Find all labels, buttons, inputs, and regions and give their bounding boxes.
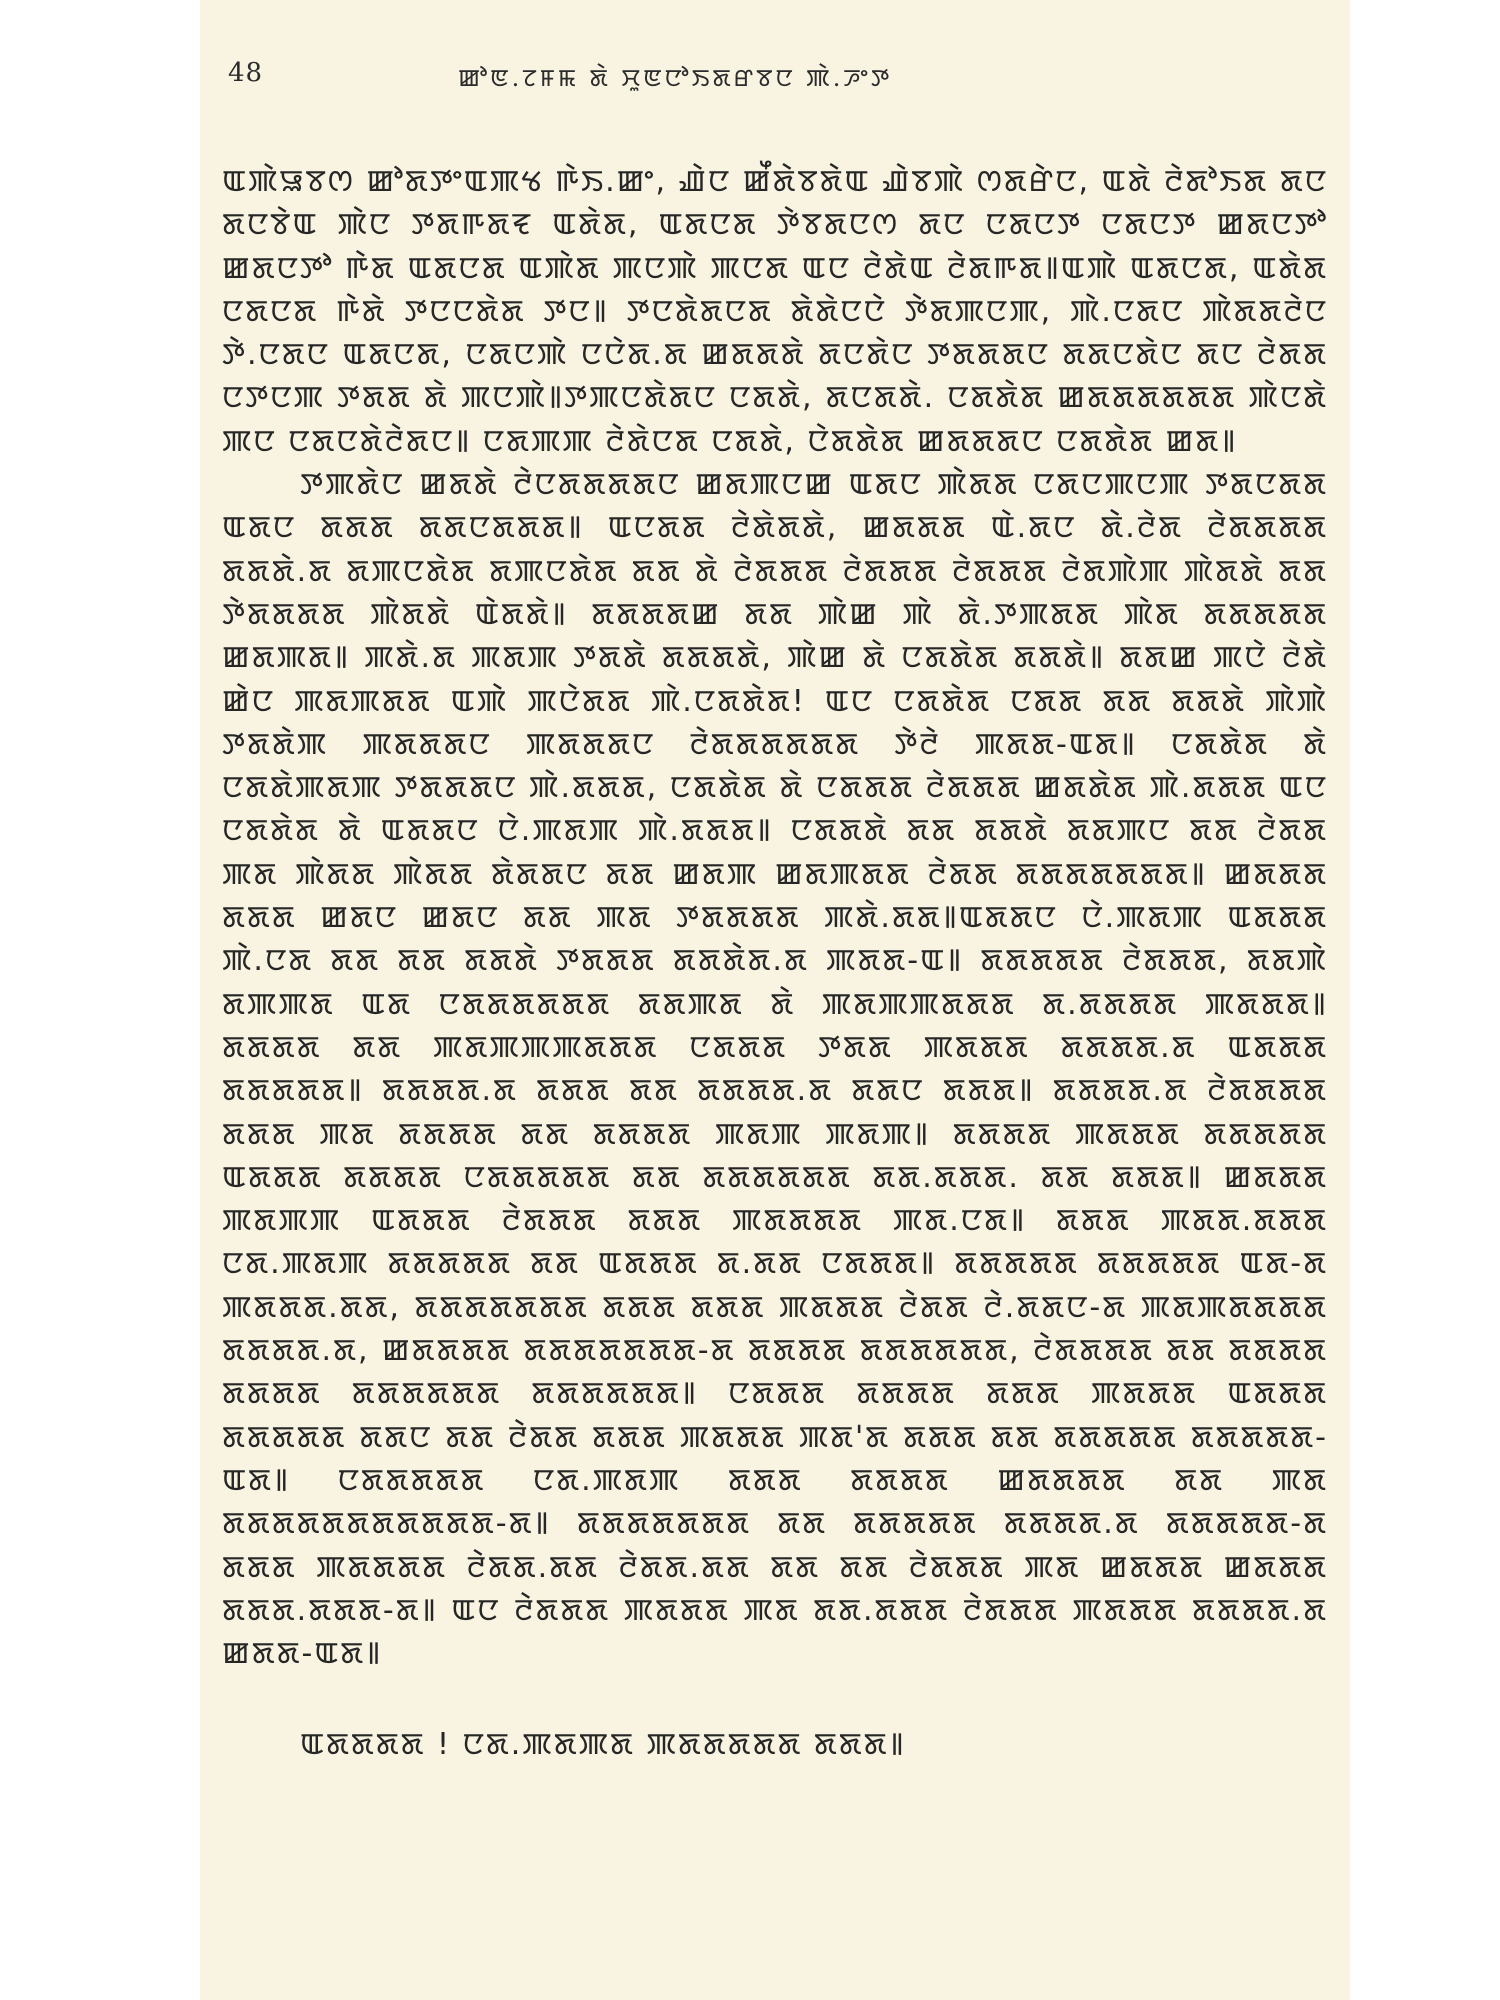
book-page [200, 0, 1350, 2000]
running-head: ꯀꯣꯟ.ꯖꯝꯃ ꯗꯥ ꯆꯨꯟꯅꯣꯏꯗꯔꯕꯅ ꯄꯥ.ꯍꯦꯇ [458, 64, 893, 92]
page-number: 48 [228, 58, 264, 88]
paragraph-2: ꯇꯄꯗꯥꯅ ꯀꯗꯗꯥ ꯂꯥꯅꯗꯗꯗꯗꯅ ꯀꯗꯄꯅꯀ ꯑꯗꯅ ꯄꯥꯗꯗ ꯅꯗꯅꯄꯅꯄ ꯇꯗꯅꯗꯗ ꯑꯗꯅ ꯗꯗꯗ ꯗꯗꯅꯗꯗꯗ꯫ ꯑꯅꯗꯗ ꯂꯥꯗꯥꯗꯗꯥ, ꯀꯗꯗꯗ ꯑꯥ.ꯗꯅ ꯗꯥꯥ.ꯂꯥꯗ ꯂꯥꯗꯗꯗꯗ ꯗꯗꯗꯥ.ꯗ ꯗꯄꯅꯗꯥꯗ ꯗꯄꯅꯗꯥꯗ ꯗꯗ ꯗꯥ ꯂꯥꯗꯗꯗ ꯂꯥꯗꯗꯗ ꯂꯥꯗꯗꯗ ꯂꯥꯗꯄꯥꯄ ꯄꯥꯗꯗꯥ ꯗꯗ ꯇꯥꯗꯗꯗꯗ ꯄꯥꯗꯗꯥ ꯑꯥꯗꯗꯥ꯫ ꯗꯗꯗꯗꯀ ꯗꯗ ꯄꯥꯀ ꯄꯥ ꯗꯥ.ꯇꯄꯗꯗ ꯄꯥꯗ ꯗꯗꯗꯗꯗ ꯀꯗꯄꯗ꯫ ꯄꯗꯥ.ꯗ ꯄꯗꯄ ꯇꯗꯗꯥ ꯗꯗꯗꯗꯥ, ꯄꯥꯀ ꯗꯥ ꯅꯗꯗꯥꯗ ꯗꯗꯗꯥ꯫ ꯗꯗꯀ ꯄꯅꯥ ꯂꯥꯗꯥ ꯀꯥꯅ ꯄꯗꯄꯗꯗ ꯑꯄꯥ ꯄꯅꯥꯗꯗ ꯄꯥ.ꯅꯗꯗꯥꯗ! ꯑꯅ ꯅꯗꯗꯥꯗ ꯅꯗꯗ ꯗꯗ ꯗꯗꯗꯥ ꯄꯥꯄꯥ ꯇꯗꯗꯥꯄ ꯄꯗꯗꯗꯅ ꯄꯗꯗꯗꯅ ꯂꯥꯗꯗꯗꯗꯗꯗ ꯇꯥꯂꯥ ꯄꯗꯗ-ꯑꯗ꯫ ꯅꯗꯗꯥꯗ ꯗꯥ ꯅꯗꯗꯥꯄꯗꯄ ꯇꯗꯗꯗꯅ ꯄꯥ.ꯗꯗꯗ, ꯅꯗꯗꯥꯗ ꯗꯥ ꯅꯗꯗꯗ ꯂꯥꯗꯗꯗ ꯀꯗꯗꯥꯗ ꯄꯥ.ꯗꯗꯗ ꯑꯅ ꯅꯗꯗꯥꯗ ꯗꯥ ꯑꯗꯗꯅ ꯅꯥ.ꯄꯗꯄ ꯄꯥ.ꯗꯗꯗ꯫ ꯅꯗꯗꯗꯥ ꯗꯗ ꯗꯗꯗꯥ ꯗꯗꯄꯅ ꯗꯗ ꯂꯥꯗꯗ ꯄꯗ ꯄꯥꯗꯗ ꯄꯥꯗꯗ ꯗꯥꯗꯗꯅ ꯗꯗ ꯀꯗꯄ ꯀꯗꯄꯗꯗ ꯂꯥꯗꯗ ꯗꯗꯗꯗꯗꯗꯗ꯫ ꯀꯗꯗꯗ ꯗꯗꯗ ꯀꯗꯅ ꯀꯗꯅ ꯗꯗ ꯄꯗ ꯇꯗꯗꯗꯗ ꯄꯗꯥ.ꯗꯗ꯫ꯑꯗꯗꯅ ꯅꯥ.ꯄꯗꯄ ꯑꯗꯗꯗ ꯄꯥ.ꯅꯗ ꯗꯗ ꯗꯗ ꯗꯗꯗꯥ ꯇꯗꯗꯗ ꯗꯗꯗꯥꯗ.ꯗ ꯄꯗꯗ-ꯑ꯫ ꯗꯗꯗꯗꯗ ꯂꯥꯗꯗꯗ, ꯗꯗꯄꯥ ꯗꯄꯄꯗ ꯑꯗ ꯅꯗꯗꯗꯗꯗꯗ ꯗꯗꯄꯗ ꯗꯥ ꯄꯗꯄꯄꯗꯗꯗ ꯗ.ꯗꯗꯗꯗ ꯄꯗꯗꯗ꯫ ꯗꯗꯗꯗ ꯗꯗ ꯄꯗꯄꯄꯄꯗꯗꯗ ꯅꯗꯗꯗ ꯇꯗꯗ ꯄꯗꯗꯗ ꯗꯗꯗꯗ.ꯗ ꯑꯗꯗꯗ ꯗꯗꯗꯗꯗ꯫ ꯗꯗꯗꯗ.ꯗ ꯗꯗꯗ ꯗꯗ ꯗꯗꯗꯗ.ꯗ ꯗꯗꯅ ꯗꯗꯗ꯫ ꯗꯗꯗꯗ.ꯗ ꯂꯥꯗꯗꯗꯗ ꯗꯗꯗ ꯄꯗ ꯗꯗꯗꯗ ꯗꯗ ꯗꯗꯗꯗ ꯄꯗꯄ ꯄꯗꯄ꯫ ꯗꯗꯗꯗ ꯄꯗꯗꯗ ꯗꯗꯗꯗꯗ ꯑꯗꯗꯗ ꯗꯗꯗꯗ ꯅꯗꯗꯗꯗꯗ ꯗꯗ ꯗꯗꯗꯗꯗꯗ ꯗꯗ.ꯗꯗꯗ. ꯗꯗ ꯗꯗꯗ꯫ ꯀꯗꯗꯗ ꯄꯗꯄꯄ ꯑꯗꯗꯗ ꯂꯥꯗꯗꯗ ꯗꯗꯗ ꯄꯗꯗꯗꯗ ꯄꯗ.ꯅꯗ꯫ ꯗꯗꯗ ꯄꯗꯗ.ꯗꯗꯗ ꯅꯗ.ꯄꯗꯄ ꯗꯗꯗꯗꯗ ꯗꯗ ꯑꯗꯗꯗ ꯗ.ꯗꯗ ꯅꯗꯗꯗ꯫ ꯗꯗꯗꯗꯗ ꯗꯗꯗꯗꯗ ꯑꯗ-ꯗ ꯄꯗꯗꯗ.ꯗꯗ, ꯗꯗꯗꯗꯗꯗꯗ ꯗꯗꯗ ꯗꯗꯗ ꯄꯗꯗꯗ ꯂꯥꯗꯗ ꯂꯥ.ꯗꯗꯅ-ꯗ ꯄꯗꯄꯗꯗꯗꯗ ꯗꯗꯗꯗ.ꯗ, ꯀꯗꯗꯗꯗ ꯗꯗꯗꯗꯗꯗꯗ-ꯗ ꯗꯗꯗꯗ ꯗꯗꯗꯗꯗꯗ, ꯂꯥꯗꯗꯗꯗ ꯗꯗ ꯗꯗꯗꯗ ꯗꯗꯗꯗ ꯗꯗꯗꯗꯗꯗ ꯗꯗꯗꯗꯗꯗ꯫ ꯅꯗꯗꯗ ꯗꯗꯗꯗ ꯗꯗꯗ ꯄꯗꯗꯗ ꯑꯗꯗꯗ ꯗꯗꯗꯗꯗ ꯗꯗꯅ ꯗꯗ ꯂꯥꯗꯗ ꯗꯗꯗ ꯄꯗꯗꯗ ꯄꯗ'ꯗ ꯗꯗꯗ ꯗꯗ ꯗꯗꯗꯗꯗ ꯗꯗꯗꯗꯗ-ꯑꯗ꯫ ꯅꯗꯗꯗꯗꯗ ꯅꯗ.ꯄꯗꯄ ꯗꯗꯗ ꯗꯗꯗꯗ ꯀꯗꯗꯗꯗ ꯗꯗ ꯄꯗ ꯗꯗꯗꯗꯗꯗꯗꯗꯗꯗꯗ-ꯗ꯫ ꯗꯗꯗꯗꯗꯗꯗ ꯗꯗ ꯗꯗꯗꯗꯗ ꯗꯗꯗꯗ.ꯗ ꯗꯗꯗꯗꯗ-ꯗ ꯗꯗꯗ ꯄꯗꯗꯗꯗ ꯂꯥꯗꯗ.ꯗꯗ ꯂꯥꯗꯗ.ꯗꯗ ꯗꯗ ꯗꯗ ꯂꯥꯗꯗꯗ ꯄꯗ ꯀꯗꯗꯗ ꯀꯗꯗꯗ ꯗꯗꯗ.ꯗꯗꯗ-ꯗ꯫ ꯑꯅ ꯂꯥꯗꯗꯗ ꯄꯗꯗꯗ ꯄꯗ ꯗꯗ.ꯗꯗꯗ ꯂꯥꯗꯗꯗ ꯄꯗꯗꯗ ꯗꯗꯗꯗ.ꯗ ꯀꯗꯗ-ꯑꯗ꯫ [222, 467, 1328, 1672]
body-text [222, 160, 1328, 1767]
paragraph-3: ꯑꯗꯗꯗꯗ ! ꯅꯗ.ꯄꯗꯄꯗ ꯄꯗꯗꯗꯗꯗ ꯗꯗꯗ꯫ [300, 1727, 906, 1763]
page-header [228, 58, 1322, 98]
paragraph-1: ꯑꯄꯥꯎꯕꯁ ꯀꯣꯗꯇꯦꯑꯄꯠ ꯒꯥꯏ.ꯀꯦ, ꯉꯥꯅ ꯀꯩꯗꯥꯕꯗꯥꯑ ꯉꯥꯕꯄꯥ ꯁꯗꯔꯥꯅ, ꯑꯗꯥ ꯂꯥꯗꯣꯏꯗ ꯗꯅ ꯗꯅꯕꯥꯑ ꯄꯥꯅ ꯇꯗꯒꯗꯓ ꯑꯗꯥꯗ, ꯑꯗꯅꯗ ꯇꯥꯕꯗꯅꯁ ꯗꯅ ꯅꯗꯅꯇ ꯅꯗꯅꯇ ꯀꯗꯅꯇꯣ ꯀꯗꯅꯇꯣ ꯒꯥꯗ ꯑꯗꯅꯗ ꯑꯄꯥꯗ ꯄꯅꯄꯥ ꯄꯅꯗ ꯑꯅ ꯂꯥꯗꯥꯑ ꯂꯥꯗꯒꯗ꯫ꯑꯄꯥ ꯑꯗꯅꯗ, ꯑꯗꯥꯗ ꯅꯗꯅꯗ ꯒꯥꯗꯥ ꯇꯅꯅꯗꯥꯗ ꯇꯅ꯫ ꯇꯅꯗꯥꯗꯅꯗ ꯗꯥꯗꯥꯅꯅꯥ ꯇꯥꯗꯄꯅꯄ, ꯄꯥ.ꯅꯗꯅ ꯄꯥꯗꯗꯂꯥꯅ ꯇꯥ.ꯅꯗꯅ ꯑꯗꯅꯗ, ꯅꯗꯅꯄꯥ ꯅꯅꯥꯗ.ꯗ ꯀꯗꯗꯗꯥ ꯗꯅꯗꯥꯅ ꯇꯗꯗꯗꯅ ꯗꯗꯅꯗꯥꯅ ꯗꯅ ꯂꯥꯗꯗ ꯅꯇꯅꯄ ꯇꯗꯗ ꯗꯥ ꯄꯅꯄꯥ꯫ꯇꯄꯅꯗꯥꯗꯅ ꯅꯗꯗꯥ, ꯗꯅꯗꯗꯥ. ꯅꯗꯗꯥꯗ ꯀꯗꯗꯗꯗꯗꯗ ꯄꯥꯅꯗꯥ ꯄꯅ ꯅꯗꯅꯗꯥꯂꯥꯗꯅ꯫ ꯅꯗꯄꯄ ꯂꯥꯗꯥꯅꯗ ꯅꯗꯗꯥ, ꯅꯥꯗꯗꯥꯗ ꯀꯗꯗꯗꯅ ꯅꯗꯗꯥꯗ ꯀꯗ꯫ [222, 164, 1328, 459]
